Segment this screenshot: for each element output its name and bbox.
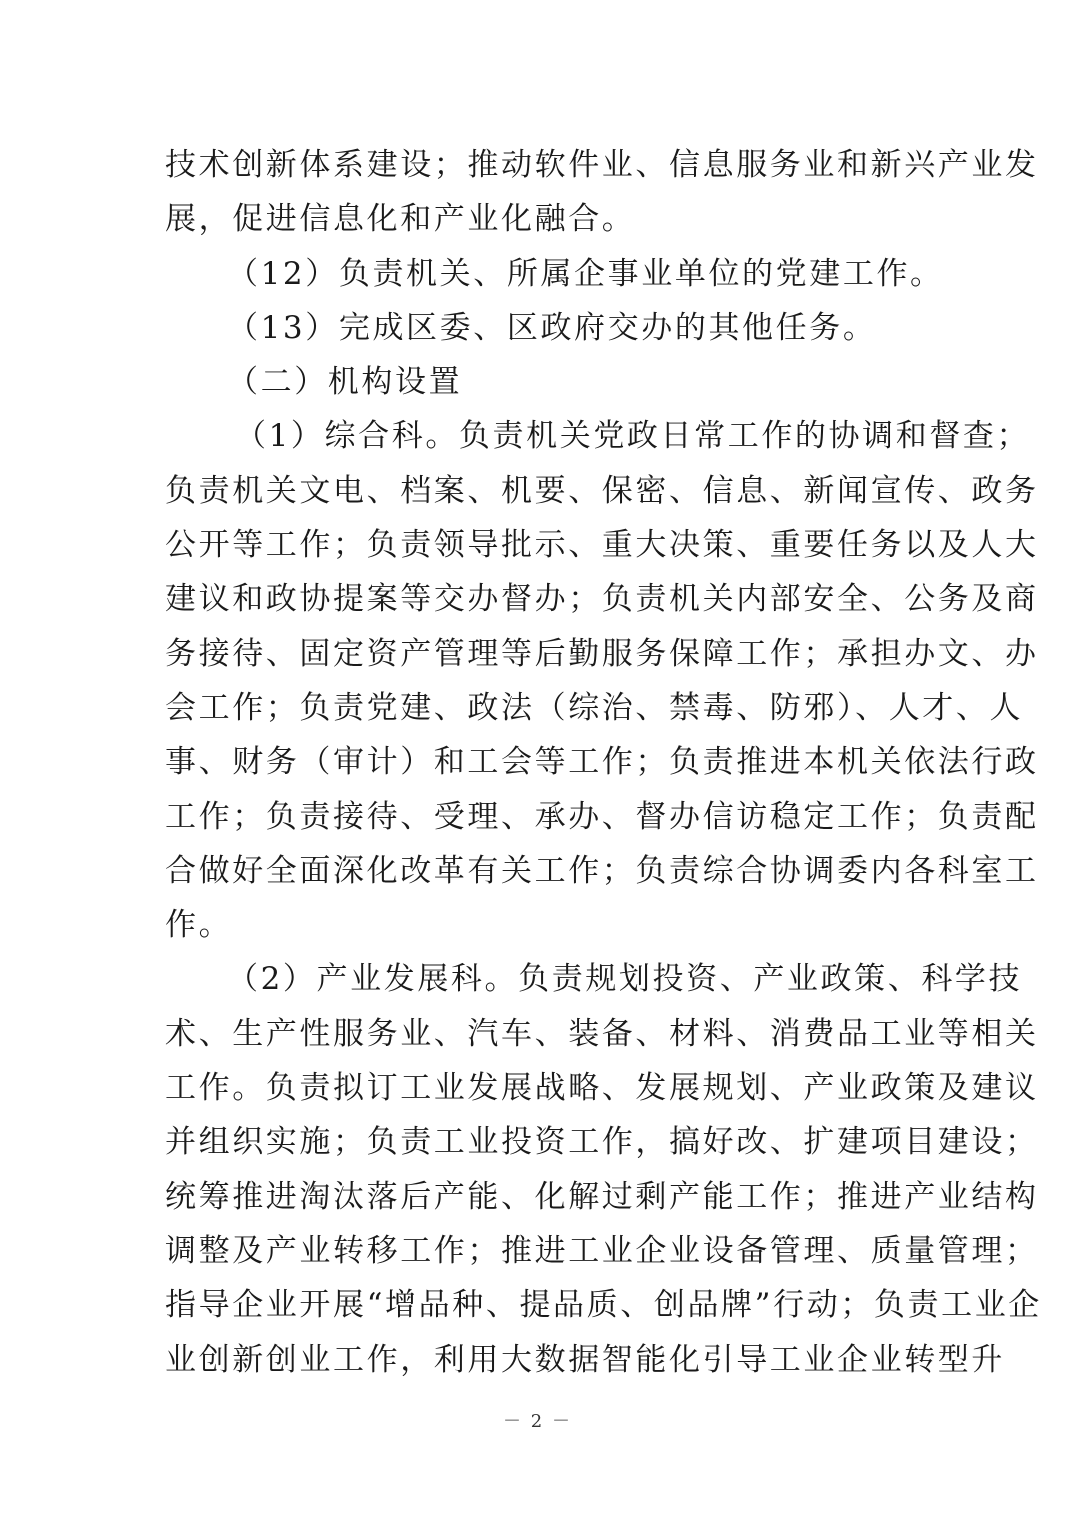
text-line: 建议和政协提案等交办督办；负责机关内部安全、公务及商 [165, 581, 1039, 618]
text-line: 会工作；负责党建、政法（综治、禁毒、防邪）、人才、人 [165, 689, 1024, 726]
text-line: 公开等工作；负责领导批示、重大决策、重要任务以及人大 [165, 527, 1039, 564]
text-line: 调整及产业转移工作；推进工业企业设备管理、质量管理； [165, 1232, 1039, 1269]
text-line: 业创新创业工作，利用大数据智能化引导工业企业转型升 [165, 1341, 1005, 1378]
text-line: 合做好全面深化改革有关工作；负责综合协调委内各科室工 [165, 852, 1039, 889]
text-line: 统筹推进淘汰落后产能、化解过剩产能工作；推进产业结构 [165, 1178, 1039, 1215]
text-line: 并组织实施；负责工业投资工作，搞好改、扩建项目建设； [165, 1124, 1039, 1161]
body-text [165, 138, 1042, 1387]
text-line: （13）完成区委、区政府交办的其他任务。 [227, 309, 877, 346]
section-heading: （二）机构设置 [227, 364, 463, 401]
text-line: （2）产业发展科。负责规划投资、产业政策、科学技 [227, 961, 1023, 998]
text-line: 工作；负责接待、受理、承办、督办信访稳定工作；负责配 [165, 798, 1039, 835]
text-line: （12）负责机关、所属企事业单位的党建工作。 [227, 255, 944, 292]
text-line: 展，促进信息化和产业化融合。 [165, 201, 636, 238]
text-line: 术、生产性服务业、汽车、装备、材料、消费品工业等相关 [165, 1015, 1039, 1052]
text-line: 务接待、固定资产管理等后勤服务保障工作；承担办文、办 [165, 635, 1039, 672]
text-line: 指导企业开展“增品种、提品质、创品牌”行动；负责工业企 [165, 1287, 1042, 1324]
text-line: 事、财务（审计）和工会等工作；负责推进本机关依法行政 [165, 744, 1039, 781]
text-line: （1）综合科。负责机关党政日常工作的协调和督查； [235, 418, 1031, 455]
page-number: － 2 － [503, 1411, 572, 1432]
text-line: 技术创新体系建设；推动软件业、信息服务业和新兴产业发 [165, 147, 1039, 183]
text-line: 负责机关文电、档案、机要、保密、信息、新闻宣传、政务 [165, 472, 1039, 509]
text-line: 作。 [165, 907, 233, 944]
text-line: 工作。负责拟订工业发展战略、发展规划、产业政策及建议 [165, 1070, 1039, 1107]
